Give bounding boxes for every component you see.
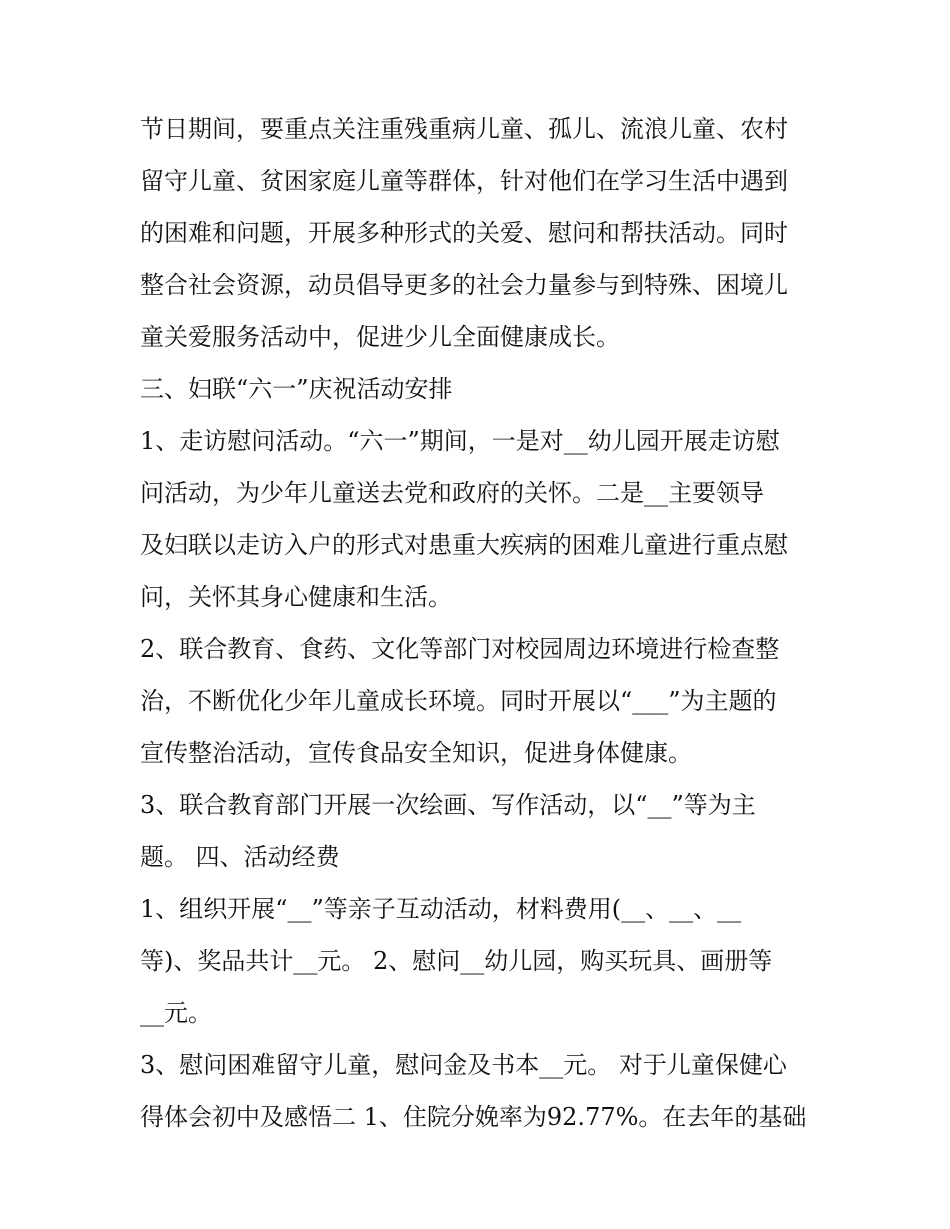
text-line: 得体会初中及感悟二 1、住院分娩率为92.77%。在去年的基础	[140, 1103, 807, 1131]
text-line: 整合社会资源，动员倡导更多的社会力量参与到特殊、困境儿	[140, 271, 788, 299]
text-line: 的困难和问题，开展多种形式的关爱、慰问和帮扶活动。同时	[140, 219, 788, 247]
text-line: 治，不断优化少年儿童成长环境。同时开展以“___”为主题的	[140, 687, 777, 715]
text-line: 3、慰问困难留守儿童，慰问金及书本__元。 对于儿童保健心	[140, 1051, 787, 1079]
text-line: 及妇联以走访入户的形式对患重大疾病的困难儿童进行重点慰	[140, 531, 788, 559]
text-line: 1、组织开展“__”等亲子互动活动，材料费用(__、__、__	[140, 895, 742, 923]
text-line: 1、走访慰问活动。“六一”期间，一是对__幼儿园开展走访慰	[140, 427, 780, 455]
text-line: 留守儿童、贫困家庭儿童等群体，针对他们在学习生活中遇到	[140, 167, 788, 195]
text-line: 问活动，为少年儿童送去党和政府的关怀。二是__主要领导	[140, 479, 764, 507]
text-line: 2、联合教育、食药、文化等部门对校园周边环境进行检查整	[140, 635, 780, 663]
text-line: __元。	[140, 999, 212, 1027]
text-line: 童关爱服务活动中，促进少儿全面健康成长。	[140, 323, 620, 351]
text-line: 宣传整治活动，宣传食品安全知识，促进身体健康。	[140, 739, 692, 767]
text-line: 等)、奖品共计__元。 2、慰问__幼儿园，购买玩具、画册等	[140, 947, 773, 975]
text-line: 题。 四、活动经费	[140, 843, 340, 871]
text-line: 问，关怀其身心健康和生活。	[140, 583, 452, 611]
text-line: 节日期间，要重点关注重残重病儿童、孤儿、流浪儿童、农村	[140, 115, 788, 143]
section-heading: 三、妇联“六一”庆祝活动安排	[140, 375, 453, 403]
text-line: 3、联合教育部门开展一次绘画、写作活动，以“__”等为主	[140, 791, 756, 819]
